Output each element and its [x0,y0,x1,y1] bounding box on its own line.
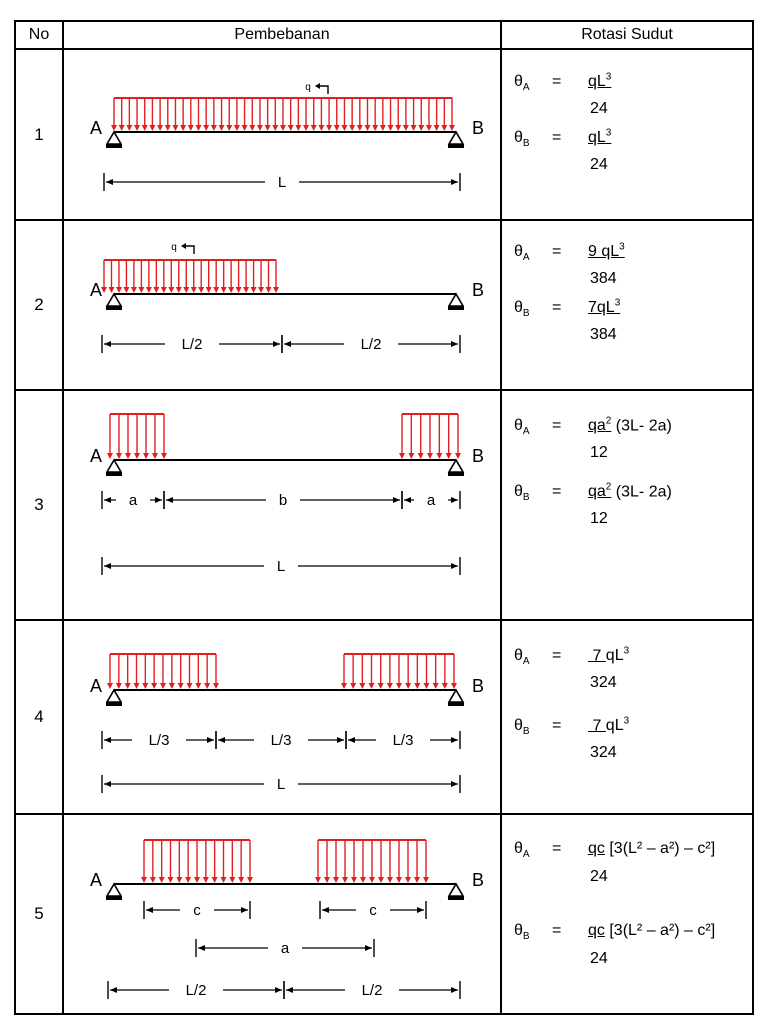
formula-denominator: 24 [590,868,608,885]
equals-sign: = [552,417,562,435]
dimension-c [320,901,426,919]
q-label: q [171,242,177,253]
third-load-right [341,654,457,689]
dimension-label: L [276,558,286,575]
formula-denominator: 24 [590,100,608,117]
dimension-label: L/2 [181,336,203,353]
theta-symbol: $\theta_B$ [514,299,530,320]
theta-symbol: $\theta_B$ [514,922,530,943]
formula-numerator: 7 [588,647,606,665]
theta-symbol: $\theta_B$ [514,129,530,150]
formula-denominator: 24 [590,950,608,967]
formula-numerator: $qa^2$ [588,416,612,435]
loading-diagram [64,390,500,620]
formula-denominator: 324 [590,674,617,691]
loading-diagram [64,814,500,1013]
end-load-left [107,414,167,459]
formula-numerator: $qL^3$ [588,128,612,147]
support-b-label: B [471,118,485,138]
dimension-label: c [369,902,377,919]
support-a-label: A [89,118,103,138]
dimension-l-half [282,335,460,353]
equals-sign: = [552,73,562,91]
row-number: 5 [34,903,44,923]
row-number: 3 [34,495,44,514]
dimension-c [144,901,250,919]
support-a [106,132,122,148]
dimension-label: a [128,492,138,509]
dimension-label: L/2 [360,336,382,353]
formula-factor: $qL^3$ [605,716,630,735]
support-b-label: B [471,870,485,890]
end-load-right [399,414,461,459]
dimension-l-half [102,335,282,353]
formula-denominator: 384 [590,326,617,343]
theta-b-formula [514,716,629,738]
header-no: No [16,22,62,50]
formula-numerator: 7 [588,717,606,735]
distributed-load [101,260,279,293]
dimension-l [102,557,460,575]
third-load-left [107,654,219,689]
theta-symbol: $\theta_A$ [514,73,530,94]
dimension-l-third [102,731,216,749]
row-number: 2 [34,295,44,314]
support-a-label: A [89,446,103,466]
dimension-a [102,491,164,509]
formula-factor: [3(L² – a²) – c²] [604,840,716,857]
rotation-formulas [502,390,752,620]
dimension-l-third [346,731,460,749]
header-rotasi: Rotasi Sudut [502,22,752,50]
formula-factor: (3L- 2a) [611,417,672,435]
loading-diagram [64,50,500,220]
dimension-label: b [278,492,288,509]
dimension-label: L [276,776,286,793]
dimension-l [102,775,460,793]
q-load-symbol [171,242,194,254]
distributed-load [111,98,455,131]
formula-numerator: $qa^2$ [588,482,612,501]
header-pembebanan: Pembebanan [64,22,500,50]
q-label: q [305,82,311,93]
formula-numerator: 9 $qL^3$ [588,242,625,261]
support-a [106,460,122,476]
rotation-formulas [502,620,752,814]
rotation-formulas [502,50,752,220]
formula-denominator: 24 [590,156,608,173]
equals-sign: = [552,647,562,665]
dimension-label: c [193,902,201,919]
formula-denominator: 12 [590,510,608,527]
theta-a-formula [514,242,625,264]
formula-factor: [3(L² – a²) – c²] [604,922,716,939]
formula-denominator: 384 [590,270,617,287]
theta-b-formula [514,922,715,942]
theta-a-formula [514,416,672,438]
row-number: 4 [34,707,44,726]
dimension-label: L [277,174,287,191]
dimension-b [164,491,402,509]
support-a-label: A [89,870,103,890]
theta-symbol: $\theta_A$ [514,417,530,438]
support-a-label: A [89,676,103,696]
equals-sign: = [552,922,562,939]
dimension-a [196,939,374,957]
dimension-a [402,491,460,509]
theta-a-formula [514,840,715,860]
support-b-label: B [471,280,485,300]
dimension-l-third [216,731,346,749]
equals-sign: = [552,483,562,501]
dimension-label: L/2 [361,982,383,999]
support-a-label: A [89,280,103,300]
dimension-label: a [426,492,436,509]
theta-a-formula [514,72,611,94]
formula-factor: (3L- 2a) [611,483,672,501]
rotation-formulas [502,814,752,1013]
theta-b-formula [514,298,620,320]
support-b-label: B [471,676,485,696]
theta-b-formula [514,482,672,504]
row-number: 1 [34,125,44,144]
equals-sign: = [552,717,562,735]
theta-symbol: $\theta_A$ [514,647,530,668]
formula-numerator: qc [588,922,605,939]
rotation-formulas [502,220,752,390]
support-a [106,690,122,706]
equals-sign: = [552,299,562,317]
support-b-label: B [471,446,485,466]
support-b [448,884,464,900]
equals-sign: = [552,243,562,261]
partial-load-right [315,840,429,883]
support-b [448,690,464,706]
dimension-l-half [108,981,284,999]
dimension-label: L/3 [148,732,170,749]
equals-sign: = [552,840,562,857]
theta-symbol: $\theta_B$ [514,483,530,504]
formula-numerator: $7qL^3$ [588,298,621,317]
loading-diagram [64,620,500,814]
theta-a-formula [514,646,629,668]
formula-denominator: 324 [590,744,617,761]
q-load-symbol [305,82,328,94]
dimension-label: L/3 [270,732,292,749]
dimension-l [104,173,460,191]
theta-symbol: $\theta_A$ [514,840,530,861]
loading-diagram [64,220,500,390]
formula-denominator: 12 [590,444,608,461]
support-b [448,460,464,476]
dimension-label: a [280,940,290,957]
rotation-table [14,20,754,1015]
support-a [106,294,122,310]
formula-numerator: $qL^3$ [588,72,612,91]
partial-load-left [141,840,253,883]
equals-sign: = [552,129,562,147]
dimension-l-half [284,981,460,999]
formula-factor: $qL^3$ [605,646,630,665]
theta-symbol: $\theta_A$ [514,243,530,264]
theta-symbol: $\theta_B$ [514,717,530,738]
theta-b-formula [514,128,611,150]
support-a [106,884,122,900]
dimension-label: L/2 [185,982,207,999]
support-b [448,294,464,310]
formula-numerator: qc [588,840,605,857]
support-b [448,132,464,148]
dimension-label: L/3 [392,732,414,749]
